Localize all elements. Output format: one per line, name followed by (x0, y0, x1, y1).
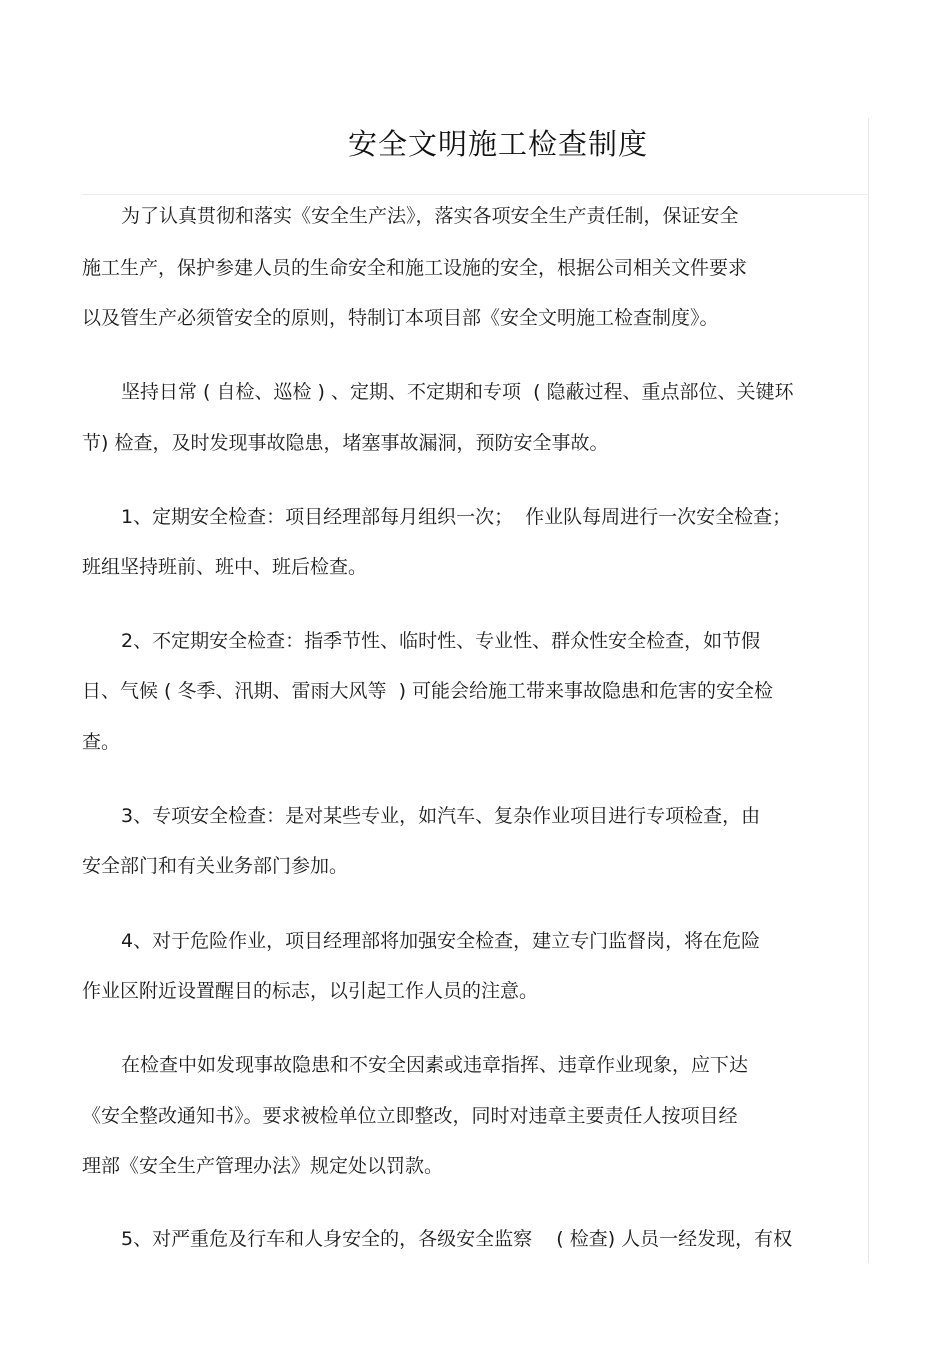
paragraph-5-line-2: 安全部门和有关业务部门参加。 (82, 855, 349, 877)
paragraph-3-line-1: 1、定期安全检查：项目经理部每月组织一次； 作业队每周进行一次安全检查； (121, 506, 792, 528)
paragraph-2-line-1: 坚持日常 ( 自检、巡检 ) 、定期、不定期和专项 ( 隐蔽过程、重点部位、关键环 (121, 381, 794, 403)
paragraph-4-line-3: 查。 (82, 731, 121, 753)
page-right-border (868, 118, 869, 1263)
paragraph-4-line-2: 日、气候 ( 冬季、汛期、雷雨大风等 ) 可能会给施工带来事故隐患和危害的安全检 (82, 680, 774, 702)
paragraph-5-line-1: 3、专项安全检查：是对某些专业，如汽车、复杂作业项目进行专项检查，由 (121, 805, 761, 827)
paragraph-2-line-2: 节) 检查，及时发现事故隐患，堵塞事故漏洞，预防安全事故。 (82, 432, 609, 454)
paragraph-4-line-1: 2、不定期安全检查：指季节性、临时性、专业性、群众性安全检查，如节假 (121, 630, 761, 652)
paragraph-6-line-2: 作业区附近设置醒目的标志，以引起工作人员的注意。 (82, 980, 539, 1002)
paragraph-7-line-2: 《安全整改通知书》。要求被检单位立即整改，同时对违章主要责任人按项目经 (82, 1105, 738, 1127)
paragraph-7-line-1: 在检查中如发现事故隐患和不安全因素或违章指挥、违章作业现象，应下达 (121, 1054, 749, 1076)
paragraph-3-line-2: 班组坚持班前、班中、班后检查。 (82, 556, 368, 578)
paragraph-1-line-3: 以及管生产必须管安全的原则，特制订本项目部《安全文明施工检查制度》。 (82, 307, 719, 329)
paragraph-8-line-1: 5、对严重危及行车和人身安全的，各级安全监察 ( 检查) 人员一经发现，有权 (121, 1228, 793, 1250)
paragraph-7-line-3: 理部《安全生产管理办法》规定处以罚款。 (82, 1155, 444, 1177)
paragraph-6-line-1: 4、对于危险作业，项目经理部将加强安全检查，建立专门监督岗，将在危险 (121, 930, 761, 952)
paragraph-1-line-2: 施工生产，保护参建人员的生命安全和施工设施的安全，根据公司相关文件要求 (82, 257, 748, 279)
title-underline (82, 194, 869, 195)
document-title: 安全文明施工检查制度 (347, 127, 648, 161)
paragraph-1-line-1: 为了认真贯彻和落实《安全生产法》，落实各项安全生产责任制，保证安全 (121, 205, 739, 227)
